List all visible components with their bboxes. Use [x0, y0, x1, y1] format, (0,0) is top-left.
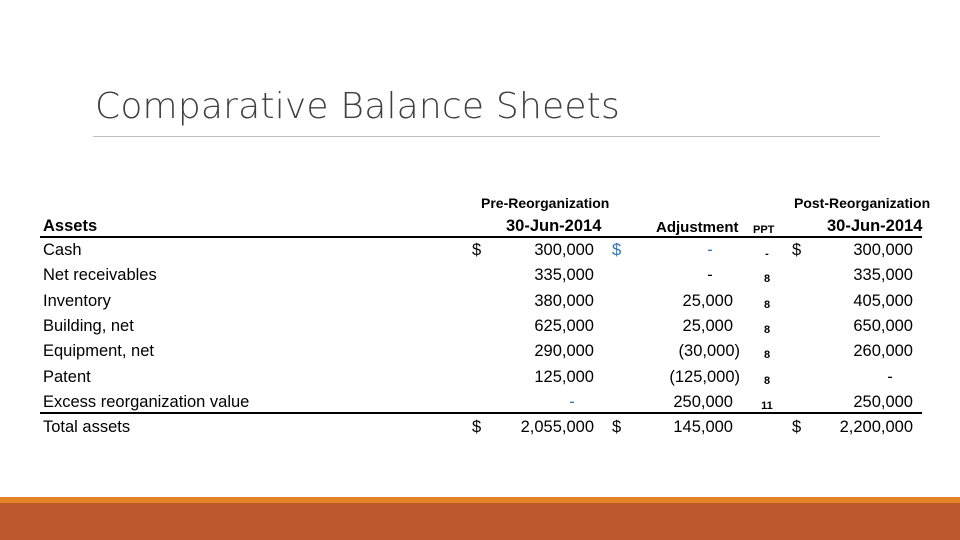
table-row-adjustment-currency: $: [612, 241, 622, 259]
table-row-adjustment-value: 25,000: [682, 291, 733, 310]
table-row-ppt: 11: [761, 399, 773, 412]
table-row-ppt: 8: [763, 273, 771, 286]
total-row-pre-value: 2,055,000: [520, 418, 594, 436]
table-row-pre-value: 625,000: [534, 316, 594, 335]
assets-header: Assets: [43, 217, 98, 235]
table-row-adjustment-value: -: [707, 266, 713, 285]
table-row-ppt: 8: [763, 374, 771, 387]
table-row-adjustment-value: (30,000): [678, 342, 740, 361]
table-row-pre-value: 300,000: [534, 241, 594, 259]
table-row-ppt: -: [765, 248, 769, 260]
table-row-post-value: 650,000: [853, 316, 913, 335]
adjustment-header: Adjustment: [656, 219, 739, 236]
table-row-post-value: 250,000: [853, 392, 913, 411]
table-row-adjustment-value: 25,000: [682, 316, 733, 335]
total-row-adjustment-value: 145,000: [673, 418, 733, 436]
table-row-label: Patent: [43, 367, 91, 386]
table-row-pre-value: 380,000: [534, 291, 594, 310]
total-row-label: Total assets: [43, 418, 131, 436]
table-row-pre-value: 335,000: [534, 266, 594, 285]
total-row-post-value: 2,200,000: [839, 418, 913, 436]
table-row-post-value: 300,000: [853, 241, 913, 259]
table-row-ppt: 8: [763, 349, 771, 362]
ppt-header: PPT: [753, 224, 775, 236]
table-row-pre-value: 290,000: [534, 342, 594, 361]
total-row-pre-currency: $: [472, 418, 482, 436]
pre-date-header: 30-Jun-2014: [506, 217, 602, 235]
slide-title: Comparative Balance Sheets: [95, 86, 620, 127]
post-reorganization-header: Post-Reorganization: [794, 195, 931, 211]
table-row-pre-value: 125,000: [534, 367, 594, 386]
table-row-adjustment-value: (125,000): [669, 367, 740, 386]
table-row-adjustment-value: 250,000: [673, 392, 733, 411]
table-row-label: Excess reorganization value: [43, 392, 250, 411]
table-row-label: Net receivables: [43, 266, 157, 285]
total-row-post-currency: $: [792, 418, 802, 436]
table-row-label: Building, net: [43, 316, 134, 335]
total-rule: [40, 412, 922, 414]
table-row-label: Cash: [43, 241, 82, 259]
pre-reorganization-header: Pre-Reorganization: [481, 195, 610, 211]
header-rule: [40, 236, 922, 238]
footer-bar: [0, 503, 960, 540]
post-date-header: 30-Jun-2014: [827, 217, 923, 235]
table-row-pre-value: -: [569, 392, 575, 411]
table-row-pre-currency: $: [472, 241, 482, 259]
table-row-label: Inventory: [43, 291, 111, 310]
table-row-post-value: 335,000: [853, 266, 913, 285]
table-row-ppt: 8: [763, 323, 771, 336]
table-row-post-value: 260,000: [853, 342, 913, 361]
table-row-post-value: 405,000: [853, 291, 913, 310]
table-row-ppt: 8: [763, 298, 771, 311]
table-row-label: Equipment, net: [43, 342, 154, 361]
total-row-adjustment-currency: $: [612, 418, 622, 436]
table-row-post-value: -: [887, 367, 893, 386]
table-row-adjustment-value: -: [707, 241, 713, 259]
table-row-post-currency: $: [792, 241, 802, 259]
